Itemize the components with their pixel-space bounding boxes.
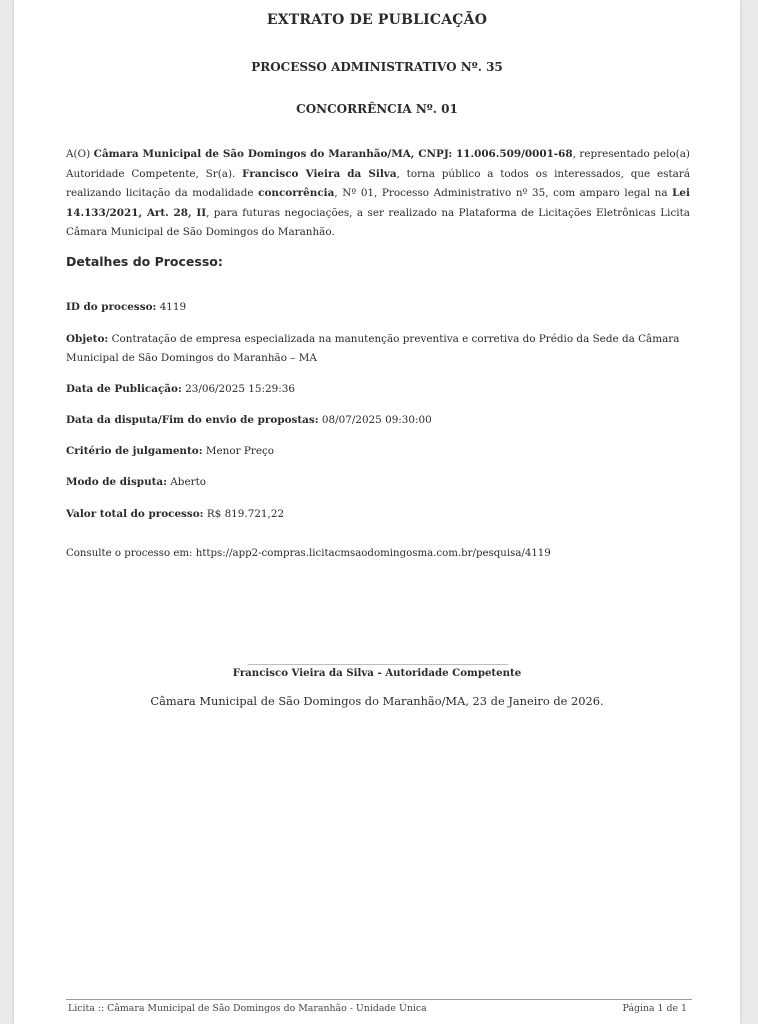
field-value: 08/07/2025 09:30:00	[318, 414, 432, 426]
details-heading: Detalhes do Processo:	[66, 254, 223, 269]
field-value: 4119	[156, 301, 187, 313]
field-object	[66, 330, 690, 368]
intro-entity: Câmara Municipal de São Domingos do Maranhão/MA, CNPJ: 11.006.509/0001-68	[93, 148, 573, 160]
field-dispute-mode	[66, 473, 690, 492]
field-label: Data de Publicação:	[66, 383, 182, 395]
field-judgment-criterion	[66, 442, 690, 461]
place-and-date: Câmara Municipal de São Domingos do Maranhão/MA, 23 de Janeiro de 2026.	[150, 694, 604, 708]
field-label: Modo de disputa:	[66, 476, 167, 488]
field-total-value	[66, 505, 690, 524]
intro-law: Lei 14.133/2021, Art. 28, II	[66, 187, 690, 219]
intro-text-5: , para futuras negociações, a ser realizado na Plataforma de Licitações Eletrônicas Licita Câmara Municipal de São Domingos do Maranhão.	[66, 206, 690, 238]
document-title: EXTRATO DE PUBLICAÇÃO	[266, 12, 488, 28]
field-value: 23/06/2025 15:29:36	[181, 383, 295, 395]
intro-paragraph	[66, 145, 690, 243]
signature-line	[248, 664, 508, 665]
intro-text-2: , representado pelo(a) Autoridade Competente, Sr(a).	[66, 148, 690, 180]
field-label: ID do processo:	[66, 301, 157, 313]
intro-text-1: A(O)	[66, 148, 94, 160]
field-value: Contratação de empresa especializada na manutenção preventiva e corretiva do Prédio da Sede da Câmara Municipal de São Domingos do Maranhão – MA	[66, 333, 680, 364]
field-label: Critério de julgamento:	[66, 445, 203, 457]
field-process-id	[66, 298, 690, 317]
footer-divider	[66, 999, 692, 1000]
field-label: Valor total do processo:	[66, 508, 204, 520]
field-label: Objeto:	[66, 333, 109, 345]
field-value: R$ 819.721,22	[203, 508, 285, 520]
intro-authority: Francisco Vieira da Silva	[242, 167, 397, 180]
field-dispute-date	[66, 411, 690, 430]
field-value: Menor Preço	[202, 445, 275, 457]
document-page	[14, 0, 740, 1024]
field-value: Aberto	[167, 476, 207, 488]
intro-modality: concorrência	[258, 187, 335, 199]
process-number-heading: PROCESSO ADMINISTRATIVO Nº. 35	[251, 60, 503, 74]
intro-text-4: , Nº 01, Processo Administrativo nº 35, com amparo legal na	[334, 187, 673, 199]
competition-number-heading: CONCORRÊNCIA Nº. 01	[296, 102, 458, 116]
signature-name: Francisco Vieira da Silva - Autoridade Competente	[232, 667, 522, 679]
page-number: Página 1 de 1	[622, 1003, 687, 1014]
field-label: Data da disputa/Fim do envio de propostas:	[66, 414, 319, 426]
field-publication-date	[66, 380, 690, 399]
footer-source: Licita :: Câmara Municipal de São Domingos do Maranhão - Unidade Única	[68, 1003, 427, 1014]
intro-text-3: , torna público a todos os interessados, que estará realizando licitação da modalidade	[66, 167, 691, 199]
consult-link[interactable]: Consulte o processo em: https://app2-compras.licitacmsaodomingosma.com.br/pesquisa/4119	[66, 548, 551, 559]
